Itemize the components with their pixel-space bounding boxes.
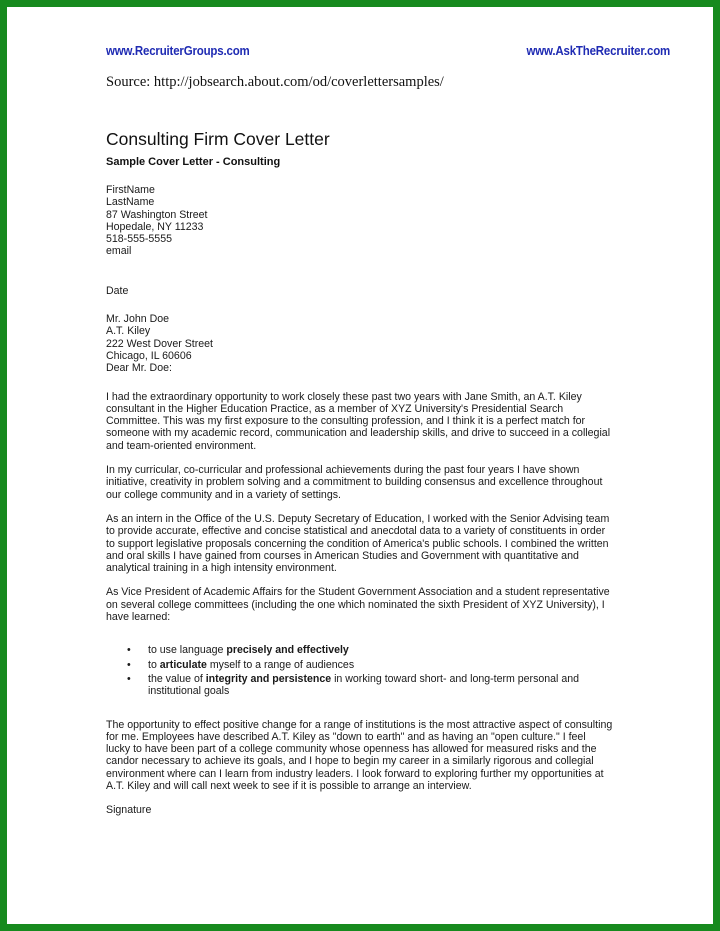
paragraph-line: our college community and in a variety of settings.: [106, 488, 341, 501]
recruitergroups-link[interactable]: www.RecruiterGroups.com: [106, 44, 250, 58]
paragraph-line: initiative, creativity in problem solving and a commitment to building consensus and excellence throughout: [106, 476, 603, 489]
paragraph-line: In my curricular, co-curricular and professional achievements during the past four years I have shown: [106, 464, 580, 477]
letter-date: Date: [106, 284, 129, 297]
paragraph-line: I had the extraordinary opportunity to work closely these past two years with Jane Smith, an A.T. Kiley: [106, 390, 582, 403]
sender-line: FirstName: [106, 184, 155, 196]
bullet-item: • to use language precisely and effectively: [106, 644, 626, 656]
sender-address: [106, 184, 626, 258]
signature: Signature: [106, 804, 152, 817]
paragraph-line: Committee. This was my first exposure to the consulting profession, and I think it is a perfect match for: [106, 415, 586, 428]
paragraph-line: have learned:: [106, 611, 171, 624]
paragraph-line: for me. Employees have described A.T. Kiley as "down to earth" and as having an "open culture." I feel: [106, 730, 586, 743]
paragraph-line: analytical training in a high intensity environment.: [106, 562, 337, 575]
paragraph-line: someone with my academic record, communication and leadership skills, and drive to succeed in a collegial: [106, 427, 611, 440]
paragraph-line: A.T. Kiley and will call next week to see if it is possible to arrange an interview.: [106, 779, 472, 792]
paragraph-line: As an intern in the Office of the U.S. Deputy Secretary of Education, I worked with the Senior Advising team: [106, 512, 610, 525]
recipient-line: 222 West Dover Street: [106, 337, 213, 350]
salutation: Dear Mr. Doe:: [106, 362, 172, 375]
sender-line: Hopedale, NY 11233: [106, 220, 204, 233]
paragraph-line: and oral skills I have gained from courses in American Studies and Government with quantitative and: [106, 549, 579, 562]
paragraph-line: to support legislative proposals concerning the condition of America's public schools. I combined the written: [106, 537, 609, 550]
sender-line: 518-555-5555: [106, 233, 172, 246]
recipient-line: Chicago, IL 60606: [106, 349, 192, 362]
paragraph-line: candor necessary to achieve its goals, and I hope to begin my career in a similarly rigorous and collegial: [106, 755, 594, 768]
paragraph: [106, 586, 626, 623]
recipient-line: Mr. John Doe: [106, 313, 170, 326]
paragraph: [106, 513, 626, 574]
sender-line: LastName: [106, 196, 155, 209]
recipient-address: [106, 313, 626, 374]
paragraph-line: The opportunity to effect positive change for a range of institutions is the most attractive aspect of consulting: [106, 718, 613, 731]
document-page: [7, 7, 713, 924]
paragraph: [106, 391, 626, 452]
recipient-line: A.T. Kiley: [106, 325, 151, 338]
source-line: Source: http://jobsearch.about.com/od/coverlettersamples/: [106, 74, 444, 90]
paragraph-line: and team-oriented environment.: [106, 439, 257, 452]
letter-body: [106, 184, 626, 817]
sender-line: 87 Washington Street: [106, 208, 208, 221]
paragraph-line: lucky to have been part of a college community whose openness has allowed for measured risks and the: [106, 743, 597, 756]
document-title: Consulting Firm Cover Letter: [106, 129, 330, 149]
bullet-list: [106, 644, 626, 697]
document-subtitle: Sample Cover Letter - Consulting: [106, 156, 281, 168]
paragraph-line: to provide accurate, effective and concise statistical and anecdotal data to a variety of constituents in order: [106, 525, 606, 538]
paragraph-line: As Vice President of Academic Affairs for the Student Government Association and a student representative: [106, 586, 610, 599]
paragraph-line: environment where can I learn from industry leaders. I look forward to exploring further my opportunities at: [106, 767, 604, 780]
asktherecruiter-link[interactable]: www.AskTheRecruiter.com: [526, 44, 670, 58]
sender-line: email: [106, 245, 132, 258]
closing-paragraph: [106, 719, 626, 793]
paragraph: [106, 464, 626, 501]
bullet-item: • the value of integrity and persistence in working toward short- and long-term personal and institutional goals: [106, 673, 626, 698]
paragraph-line: on several college committees (including the one which nominated the sixth President of XYZ University), I: [106, 598, 605, 611]
paragraph-line: consultant in the Higher Education Practice, as a member of XYZ University's Presidential Search: [106, 402, 564, 415]
bullet-item: • to articulate myself to a range of audiences: [106, 659, 626, 671]
